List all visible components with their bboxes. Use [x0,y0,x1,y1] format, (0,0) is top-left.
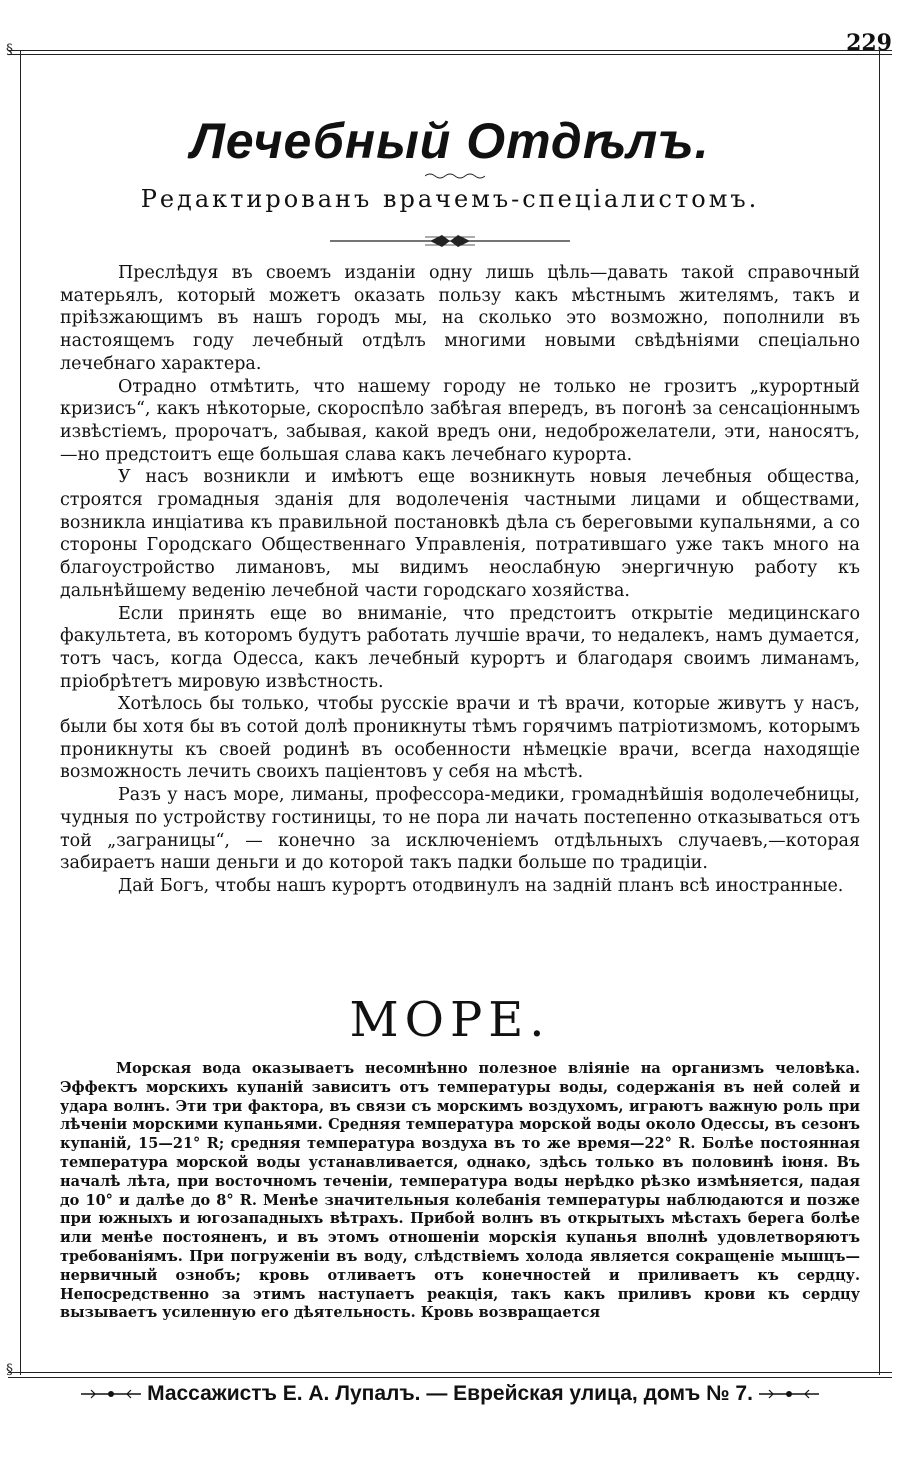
paragraph: Разъ у насъ море, лиманы, профессора-медики, громаднѣйшія водолечебницы, чудныя по устройству гостиницы, то не пора ли начать постепенно отказываться отъ той „заграницы“, — конечно за исключеніемъ отдѣльныхъ случаевъ,—которая забираетъ наши деньги и до которой такъ падки больше по традиціи. [60,785,860,874]
footer-advertisement [0,1382,900,1406]
frame-corner-ornament: § [6,42,13,58]
paragraph: Морская вода оказываетъ несомнѣнно полезное вліяніе на организмъ человѣка. Эффектъ морскихъ купаній зависитъ отъ температуры воды, содержанія въ ней солей и удара волнъ. Эти три фактора, въ связи съ морскимъ воздухомъ, играютъ важную роль при лѣченіи морскими купаньями. Средняя температура морской воды около Одессы, въ сезонъ купаній, 15—21° R; средняя температура воздуха въ то же время—22° R. Болѣе постоянная температура морской воды устанавливается, однако, здѣсь только въ половинѣ іюня. Въ началѣ лѣта, при восточномъ теченіи, температура воды нерѣдко рѣзко измѣняется, падая до 10° и далѣе до 8° R. Менѣе значительныя колебанія температуры наблюдаются и позже при южныхъ и югозападныхъ вѣтрахъ. Прибой волнъ въ открытыхъ мѣстахъ берега болѣе или менѣе постояненъ, и въ этомъ отношеніи морскія купанья вполнѣ удовлетворяютъ требованіямъ. При погруженіи въ воду, слѣдствіемъ холода является сокращеніе мышцъ—нервичный ознобъ; кровь отливаетъ отъ конечностей и приливаетъ къ сердцу. Непосредственно за этимъ наступаетъ реакція, такъ какъ приливъ крови къ сердцу вызываетъ усиленную его дѣятельность. Кровь возвращается [60,1060,860,1322]
advertisement-text: Массажистъ Е. А. Лупалъ. — Еврейская улица, домъ № 7. [147,1382,753,1405]
ornament-left-icon [81,1389,141,1399]
paragraph: У насъ возникли и имѣютъ еще возникнуть новыя лечебныя общества, строятся громадныя зданія для водолеченія частными лицами и обществами, возникла инціатива къ правильной постановкѣ дѣла съ береговыми купальнями, а со стороны Городскаго Общественнаго Управленія, потратившаго уже такъ много на благоустройство лимановъ, мы видимъ неослабную энергичную работу къ дальнѣйшему веденію лечебной части городскаго хозяйства. [60,467,860,601]
top-double-rule [8,50,892,58]
paragraph: Отрадно отмѣтить, что нашему городу не только не грозитъ „курортный кризисъ“, какъ нѣкоторые, скороспѣло забѣгая впередъ, въ погонѣ за сенсаціоннымъ извѣстіемъ, пророчатъ, забывая, какой вредъ они, недоброжелатели, эти, наносятъ,—но предстоитъ еще большая слава какъ лечебнаго курорта. [60,376,860,465]
ornament-divider [330,232,570,250]
section-title: Лечебный Отдѣлъ. [190,113,710,169]
section-subtitle: Редактированъ врачемъ-спеціалистомъ. [140,185,760,213]
article-body [60,262,860,898]
paragraph: Преслѣдуя въ своемъ изданіи одну лишь цѣль—давать такой справочный матерьялъ, который можетъ оказать пользу какъ мѣстнымъ жителямъ, такъ и пріѣзжающимъ въ нашъ городъ мы, на сколько это возможно, пополнили въ настоящемъ году лечебный отдѣлъ многими новыми свѣдѣніями спеціально лечебнаго характера. [60,263,860,374]
ornament-right-icon [759,1389,819,1399]
right-border-rule [879,50,880,1375]
frame-corner-ornament: § [6,1362,13,1378]
squiggle-divider [425,172,485,180]
paragraph: Если принять еще во вниманіе, что предстоитъ открытіе медицинскаго факультета, въ которомъ будутъ работать лучшіе врачи, то недалекъ, намъ думается, тотъ часъ, когда Одесса, какъ лечебный курортъ и благодаря своимъ лиманамъ, пріобрѣтетъ мировую извѣстность. [60,603,860,692]
paragraph: Хотѣлось бы только, чтобы русскіе врачи и тѣ врачи, которые живутъ у насъ, были бы хотя бы въ сотой долѣ проникнуты тѣмъ горячимъ патріотизмомъ, которымъ проникнуты къ своей родинѣ въ особенности нѣмецкіе врачи, всегда находящіе возможность лечить своихъ паціентовъ у себя на мѣстѣ. [60,694,860,783]
bottom-double-rule [8,1372,892,1382]
page-number: 229 [846,30,892,56]
paragraph: Дай Богъ, чтобы нашъ курортъ отодвинулъ на задній планъ всѣ иностранные. [118,875,844,896]
sea-section-body [60,1060,860,1323]
sea-section-title: МОРЕ. [349,992,551,1048]
left-border-rule [20,50,21,1375]
